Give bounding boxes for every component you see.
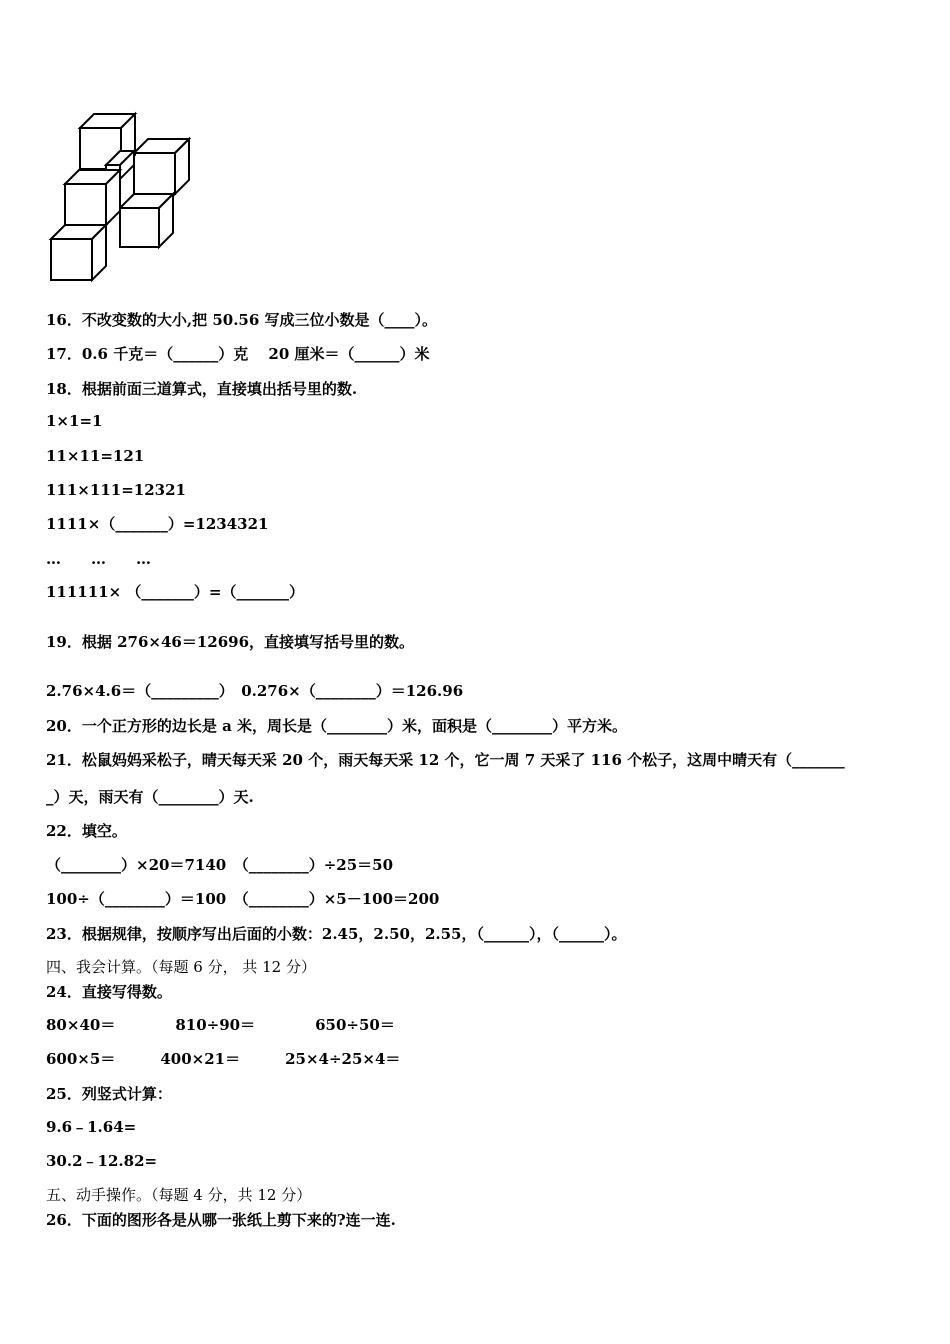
question-24: 24．直接写得数。: [46, 983, 172, 1001]
question-24-row1: 80×40＝ 810÷90＝ 650÷50＝: [46, 1016, 395, 1034]
question-16: 16．不改变数的大小,把 50.56 写成三位小数是（____）。: [46, 311, 438, 329]
question-22-row2: 100÷（________）＝100 （________）×5－100＝200: [46, 890, 440, 908]
section-4-heading: 四、我会计算。（每题 6 分， 共 12 分）: [46, 958, 316, 976]
question-19: 19．根据 276×46＝12696，直接填写括号里的数。: [46, 633, 415, 651]
question-25-item1: 9.6﹣1.64=: [46, 1118, 137, 1136]
question-26: 26．下面的图形各是从哪一张纸上剪下来的?连一连.: [46, 1211, 396, 1229]
section-5-heading: 五、动手操作。（每题 4 分，共 12 分）: [46, 1186, 312, 1204]
question-23: 23．根据规律，按顺序写出后面的小数：2.45，2.50，2.55，（______），（______）。: [46, 925, 627, 943]
equation-2: 11×11=121: [46, 447, 145, 465]
ellipsis-row: … … …: [46, 550, 152, 568]
equation-5: 111111× （_______）=（_______）: [46, 583, 304, 601]
cube-face: [65, 184, 106, 225]
question-19-blanks: 2.76×4.6＝（_________） 0.276×（________）＝126.96: [46, 682, 464, 700]
cube-face: [51, 239, 92, 280]
equation-4: 1111×（_______）=1234321: [46, 515, 269, 533]
question-20: 20．一个正方形的边长是 a 米，周长是（________）米，面积是（________）平方米。: [46, 717, 628, 735]
question-22-row1: （________）×20＝7140 （________）÷25＝50: [46, 856, 394, 874]
question-22: 22．填空。: [46, 822, 127, 840]
question-18: 18．根据前面三道算式，直接填出括号里的数.: [46, 380, 358, 398]
equation-3: 111×111=12321: [46, 481, 186, 499]
question-21: 21．松鼠妈妈采松子，晴天每天采 20 个，雨天每天采 12 个，它一周 7 天采了 116 个松子，这周中晴天有（_______: [46, 751, 845, 769]
equation-1: 1×1=1: [46, 412, 103, 430]
question-21-cont: _）天，雨天有（________）天.: [46, 788, 254, 806]
cube-stack-figure: [0, 0, 950, 300]
question-17: 17．0.6 千克＝（______）克 20 厘米＝（______）米: [46, 345, 430, 363]
question-25: 25．列竖式计算：: [46, 1085, 172, 1103]
cube-face: [134, 153, 175, 194]
question-24-row2: 600×5＝ 400×21＝ 25×4÷25×4＝: [46, 1050, 401, 1068]
question-25-item2: 30.2﹣12.82=: [46, 1152, 158, 1170]
cube-face: [120, 208, 159, 247]
